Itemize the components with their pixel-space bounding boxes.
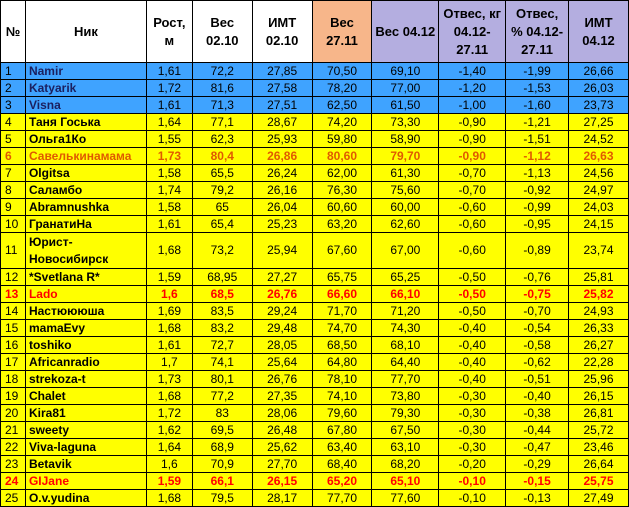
cell-loss-kg: -0,60 — [439, 233, 506, 269]
cell-height: 1,68 — [146, 490, 192, 507]
cell-weight-0210: 70,9 — [192, 456, 252, 473]
cell-height: 1,59 — [146, 473, 192, 490]
cell-height: 1,73 — [146, 148, 192, 165]
cell-bmi-0412: 24,93 — [569, 303, 629, 320]
cell-loss-kg: -1,40 — [439, 63, 506, 80]
cell-weight-0412: 62,60 — [372, 216, 439, 233]
cell-bmi-0210: 28,17 — [252, 490, 312, 507]
cell-nick: Katyarik — [25, 80, 146, 97]
cell-loss-pct: -0,76 — [506, 269, 569, 286]
cell-height: 1,58 — [146, 165, 192, 182]
cell-loss-pct: -0,13 — [506, 490, 569, 507]
header-row — [1, 1, 629, 63]
cell-bmi-0412: 26,27 — [569, 337, 629, 354]
cell-loss-kg: -1,00 — [439, 97, 506, 114]
table-row — [1, 63, 629, 80]
table-row — [1, 473, 629, 490]
cell-height: 1,72 — [146, 405, 192, 422]
cell-weight-0210: 62,3 — [192, 131, 252, 148]
cell-num: 10 — [1, 216, 26, 233]
cell-weight-2711: 62,00 — [312, 165, 372, 182]
cell-weight-0210: 65 — [192, 199, 252, 216]
header-bmi-0210: ИМТ 02.10 — [252, 1, 312, 63]
cell-bmi-0412: 26,15 — [569, 388, 629, 405]
cell-weight-2711: 62,50 — [312, 97, 372, 114]
cell-weight-0412: 71,20 — [372, 303, 439, 320]
cell-weight-2711: 78,10 — [312, 371, 372, 388]
cell-height: 1,68 — [146, 233, 192, 269]
table-row — [1, 405, 629, 422]
cell-bmi-0210: 25,64 — [252, 354, 312, 371]
cell-bmi-0210: 25,62 — [252, 439, 312, 456]
cell-loss-pct: -0,99 — [506, 199, 569, 216]
cell-loss-pct: -0,51 — [506, 371, 569, 388]
cell-bmi-0412: 26,63 — [569, 148, 629, 165]
cell-weight-2711: 74,70 — [312, 320, 372, 337]
cell-weight-0412: 61,50 — [372, 97, 439, 114]
cell-nick: Kira81 — [25, 405, 146, 422]
cell-bmi-0210: 29,24 — [252, 303, 312, 320]
cell-loss-kg: -0,70 — [439, 182, 506, 199]
cell-bmi-0210: 25,93 — [252, 131, 312, 148]
cell-bmi-0412: 24,56 — [569, 165, 629, 182]
cell-num: 24 — [1, 473, 26, 490]
table-row — [1, 354, 629, 371]
header-nick: Ник — [25, 1, 146, 63]
cell-weight-0210: 65,5 — [192, 165, 252, 182]
cell-num: 9 — [1, 199, 26, 216]
cell-loss-kg: -0,60 — [439, 199, 506, 216]
cell-weight-0412: 64,40 — [372, 354, 439, 371]
cell-weight-2711: 68,50 — [312, 337, 372, 354]
table-row — [1, 303, 629, 320]
cell-bmi-0412: 27,25 — [569, 114, 629, 131]
cell-weight-0412: 79,30 — [372, 405, 439, 422]
cell-height: 1,69 — [146, 303, 192, 320]
cell-weight-0210: 68,95 — [192, 269, 252, 286]
cell-nick: Namir — [25, 63, 146, 80]
cell-bmi-0210: 26,15 — [252, 473, 312, 490]
cell-weight-0210: 69,5 — [192, 422, 252, 439]
cell-nick: Саламбо — [25, 182, 146, 199]
cell-weight-0210: 79,5 — [192, 490, 252, 507]
cell-weight-0210: 80,1 — [192, 371, 252, 388]
cell-weight-2711: 67,80 — [312, 422, 372, 439]
cell-weight-0412: 77,70 — [372, 371, 439, 388]
cell-bmi-0210: 27,58 — [252, 80, 312, 97]
cell-weight-0412: 77,00 — [372, 80, 439, 97]
cell-weight-0412: 68,20 — [372, 456, 439, 473]
cell-height: 1,74 — [146, 182, 192, 199]
cell-nick: Africanradio — [25, 354, 146, 371]
cell-weight-2711: 68,40 — [312, 456, 372, 473]
cell-weight-2711: 78,20 — [312, 80, 372, 97]
cell-weight-0412: 77,60 — [372, 490, 439, 507]
cell-bmi-0210: 26,16 — [252, 182, 312, 199]
cell-loss-pct: -1,99 — [506, 63, 569, 80]
cell-weight-0210: 66,1 — [192, 473, 252, 490]
table-row — [1, 422, 629, 439]
cell-bmi-0412: 23,73 — [569, 97, 629, 114]
cell-bmi-0412: 22,28 — [569, 354, 629, 371]
cell-bmi-0210: 25,23 — [252, 216, 312, 233]
cell-loss-kg: -0,10 — [439, 490, 506, 507]
cell-weight-0210: 72,2 — [192, 63, 252, 80]
cell-num: 6 — [1, 148, 26, 165]
cell-num: 14 — [1, 303, 26, 320]
cell-weight-0412: 65,10 — [372, 473, 439, 490]
cell-num: 22 — [1, 439, 26, 456]
table-row — [1, 269, 629, 286]
cell-weight-0210: 81,6 — [192, 80, 252, 97]
header-weight-2711: Вес 27.11 — [312, 1, 372, 63]
cell-loss-pct: -0,54 — [506, 320, 569, 337]
cell-loss-pct: -1,12 — [506, 148, 569, 165]
cell-weight-0210: 73,2 — [192, 233, 252, 269]
cell-weight-2711: 64,80 — [312, 354, 372, 371]
cell-bmi-0210: 26,86 — [252, 148, 312, 165]
cell-loss-pct: -1,21 — [506, 114, 569, 131]
table-row — [1, 165, 629, 182]
table-row — [1, 456, 629, 473]
header-height: Рост, м — [146, 1, 192, 63]
header-loss-pct: Отвес, % 04.12-27.11 — [506, 1, 569, 63]
cell-weight-2711: 71,70 — [312, 303, 372, 320]
cell-bmi-0210: 26,24 — [252, 165, 312, 182]
cell-nick: Ольга1Ко — [25, 131, 146, 148]
cell-loss-kg: -1,20 — [439, 80, 506, 97]
cell-weight-0412: 58,90 — [372, 131, 439, 148]
cell-loss-kg: -0,90 — [439, 148, 506, 165]
cell-loss-pct: -0,44 — [506, 422, 569, 439]
cell-bmi-0412: 24,15 — [569, 216, 629, 233]
cell-num: 4 — [1, 114, 26, 131]
cell-num: 20 — [1, 405, 26, 422]
cell-loss-pct: -1,53 — [506, 80, 569, 97]
cell-weight-0210: 65,4 — [192, 216, 252, 233]
cell-bmi-0412: 23,74 — [569, 233, 629, 269]
cell-bmi-0210: 25,94 — [252, 233, 312, 269]
cell-loss-pct: -0,62 — [506, 354, 569, 371]
cell-loss-kg: -0,30 — [439, 405, 506, 422]
cell-nick: Viva-laguna — [25, 439, 146, 456]
cell-bmi-0412: 26,66 — [569, 63, 629, 80]
cell-num: 2 — [1, 80, 26, 97]
table-row — [1, 337, 629, 354]
header-loss-kg: Отвес, кг 04.12-27.11 — [439, 1, 506, 63]
table-row — [1, 114, 629, 131]
cell-nick: *Svetlana R* — [25, 269, 146, 286]
cell-bmi-0412: 25,72 — [569, 422, 629, 439]
table-row — [1, 439, 629, 456]
cell-nick: Olgitsa — [25, 165, 146, 182]
cell-bmi-0210: 28,06 — [252, 405, 312, 422]
cell-weight-2711: 76,30 — [312, 182, 372, 199]
cell-bmi-0210: 29,48 — [252, 320, 312, 337]
cell-weight-2711: 74,20 — [312, 114, 372, 131]
cell-weight-2711: 65,20 — [312, 473, 372, 490]
cell-loss-pct: -1,60 — [506, 97, 569, 114]
cell-bmi-0412: 25,81 — [569, 269, 629, 286]
cell-height: 1,64 — [146, 439, 192, 456]
header-bmi-0412: ИМТ 04.12 — [569, 1, 629, 63]
cell-loss-pct: -0,29 — [506, 456, 569, 473]
cell-weight-0412: 60,00 — [372, 199, 439, 216]
cell-weight-2711: 59,80 — [312, 131, 372, 148]
cell-weight-2711: 79,60 — [312, 405, 372, 422]
cell-num: 12 — [1, 269, 26, 286]
cell-loss-pct: -1,51 — [506, 131, 569, 148]
cell-height: 1,64 — [146, 114, 192, 131]
cell-num: 17 — [1, 354, 26, 371]
cell-nick: mamaEvy — [25, 320, 146, 337]
cell-bmi-0412: 25,75 — [569, 473, 629, 490]
cell-weight-2711: 63,20 — [312, 216, 372, 233]
cell-weight-0412: 68,10 — [372, 337, 439, 354]
cell-weight-2711: 80,60 — [312, 148, 372, 165]
table-row — [1, 199, 629, 216]
cell-loss-pct: -0,92 — [506, 182, 569, 199]
cell-nick: sweety — [25, 422, 146, 439]
cell-weight-2711: 74,10 — [312, 388, 372, 405]
cell-nick: Lado — [25, 286, 146, 303]
table-row — [1, 371, 629, 388]
cell-nick: Юрист-Новосибирск — [25, 233, 146, 269]
table-row — [1, 490, 629, 507]
header-num: № — [1, 1, 26, 63]
cell-bmi-0210: 27,70 — [252, 456, 312, 473]
cell-bmi-0210: 26,76 — [252, 371, 312, 388]
cell-nick: strekoza-t — [25, 371, 146, 388]
cell-weight-0210: 74,1 — [192, 354, 252, 371]
cell-bmi-0210: 28,67 — [252, 114, 312, 131]
cell-loss-kg: -0,70 — [439, 165, 506, 182]
cell-num: 3 — [1, 97, 26, 114]
cell-nick: Betavik — [25, 456, 146, 473]
cell-nick: Настюююша — [25, 303, 146, 320]
cell-loss-kg: -0,30 — [439, 422, 506, 439]
cell-weight-2711: 70,50 — [312, 63, 372, 80]
cell-loss-pct: -0,75 — [506, 286, 569, 303]
cell-num: 16 — [1, 337, 26, 354]
cell-loss-pct: -0,89 — [506, 233, 569, 269]
table-row — [1, 320, 629, 337]
table-row — [1, 80, 629, 97]
cell-weight-0412: 63,10 — [372, 439, 439, 456]
table-row — [1, 286, 629, 303]
cell-loss-pct: -0,47 — [506, 439, 569, 456]
cell-loss-kg: -0,40 — [439, 320, 506, 337]
cell-bmi-0210: 26,76 — [252, 286, 312, 303]
cell-weight-0210: 80,4 — [192, 148, 252, 165]
header-weight-0412: Вес 04.12 — [372, 1, 439, 63]
cell-weight-0210: 83 — [192, 405, 252, 422]
cell-num: 18 — [1, 371, 26, 388]
cell-weight-2711: 65,75 — [312, 269, 372, 286]
cell-weight-0210: 68,5 — [192, 286, 252, 303]
cell-weight-2711: 66,60 — [312, 286, 372, 303]
cell-bmi-0210: 28,05 — [252, 337, 312, 354]
cell-nick: GIJane — [25, 473, 146, 490]
cell-nick: Савелькинамама — [25, 148, 146, 165]
cell-weight-0210: 83,5 — [192, 303, 252, 320]
cell-height: 1,61 — [146, 63, 192, 80]
cell-bmi-0210: 26,04 — [252, 199, 312, 216]
cell-loss-pct: -0,40 — [506, 388, 569, 405]
cell-loss-kg: -0,40 — [439, 337, 506, 354]
cell-num: 5 — [1, 131, 26, 148]
cell-loss-kg: -0,20 — [439, 456, 506, 473]
cell-bmi-0412: 26,03 — [569, 80, 629, 97]
cell-height: 1,73 — [146, 371, 192, 388]
cell-num: 13 — [1, 286, 26, 303]
cell-weight-0412: 73,30 — [372, 114, 439, 131]
cell-loss-kg: -0,50 — [439, 303, 506, 320]
cell-weight-0412: 69,10 — [372, 63, 439, 80]
cell-weight-0210: 79,2 — [192, 182, 252, 199]
header-weight-0210: Вес 02.10 — [192, 1, 252, 63]
cell-bmi-0412: 24,52 — [569, 131, 629, 148]
cell-loss-kg: -0,90 — [439, 131, 506, 148]
cell-num: 8 — [1, 182, 26, 199]
cell-height: 1,58 — [146, 199, 192, 216]
cell-loss-kg: -0,40 — [439, 371, 506, 388]
cell-num: 23 — [1, 456, 26, 473]
cell-loss-pct: -0,95 — [506, 216, 569, 233]
table-row — [1, 131, 629, 148]
cell-loss-pct: -0,15 — [506, 473, 569, 490]
cell-nick: Abramnushka — [25, 199, 146, 216]
cell-weight-0412: 67,00 — [372, 233, 439, 269]
cell-height: 1,55 — [146, 131, 192, 148]
cell-weight-0412: 65,25 — [372, 269, 439, 286]
cell-num: 7 — [1, 165, 26, 182]
cell-num: 11 — [1, 233, 26, 269]
cell-weight-0412: 66,10 — [372, 286, 439, 303]
cell-weight-2711: 60,60 — [312, 199, 372, 216]
cell-bmi-0412: 24,03 — [569, 199, 629, 216]
cell-bmi-0210: 27,27 — [252, 269, 312, 286]
cell-height: 1,61 — [146, 97, 192, 114]
cell-height: 1,61 — [146, 337, 192, 354]
cell-loss-kg: -0,90 — [439, 114, 506, 131]
cell-bmi-0412: 23,46 — [569, 439, 629, 456]
cell-bmi-0210: 26,48 — [252, 422, 312, 439]
cell-weight-0210: 68,9 — [192, 439, 252, 456]
cell-weight-0210: 77,1 — [192, 114, 252, 131]
table-row — [1, 388, 629, 405]
cell-num: 21 — [1, 422, 26, 439]
cell-weight-0210: 77,2 — [192, 388, 252, 405]
cell-loss-kg: -0,30 — [439, 388, 506, 405]
cell-bmi-0412: 26,33 — [569, 320, 629, 337]
cell-weight-0412: 61,30 — [372, 165, 439, 182]
cell-nick: O.v.yudina — [25, 490, 146, 507]
cell-loss-kg: -0,10 — [439, 473, 506, 490]
cell-loss-kg: -0,30 — [439, 439, 506, 456]
cell-height: 1,72 — [146, 80, 192, 97]
table-row — [1, 148, 629, 165]
cell-bmi-0210: 27,35 — [252, 388, 312, 405]
cell-weight-0210: 71,3 — [192, 97, 252, 114]
cell-loss-pct: -0,70 — [506, 303, 569, 320]
cell-weight-0412: 73,80 — [372, 388, 439, 405]
cell-weight-2711: 63,40 — [312, 439, 372, 456]
cell-nick: Таня Госька — [25, 114, 146, 131]
cell-loss-pct: -0,38 — [506, 405, 569, 422]
cell-height: 1,68 — [146, 388, 192, 405]
cell-height: 1,59 — [146, 269, 192, 286]
cell-height: 1,61 — [146, 216, 192, 233]
table-row — [1, 233, 629, 269]
cell-num: 1 — [1, 63, 26, 80]
cell-bmi-0412: 25,82 — [569, 286, 629, 303]
cell-num: 19 — [1, 388, 26, 405]
cell-height: 1,68 — [146, 320, 192, 337]
cell-nick: toshiko — [25, 337, 146, 354]
cell-loss-kg: -0,40 — [439, 354, 506, 371]
cell-weight-0210: 83,2 — [192, 320, 252, 337]
cell-bmi-0412: 26,64 — [569, 456, 629, 473]
cell-weight-0210: 72,7 — [192, 337, 252, 354]
cell-loss-pct: -0,58 — [506, 337, 569, 354]
cell-loss-pct: -1,13 — [506, 165, 569, 182]
cell-bmi-0412: 25,96 — [569, 371, 629, 388]
table-body — [1, 63, 629, 507]
cell-bmi-0412: 27,49 — [569, 490, 629, 507]
cell-num: 15 — [1, 320, 26, 337]
cell-num: 25 — [1, 490, 26, 507]
cell-height: 1,6 — [146, 456, 192, 473]
cell-bmi-0412: 26,81 — [569, 405, 629, 422]
cell-weight-0412: 75,60 — [372, 182, 439, 199]
cell-nick: ГранатиНа — [25, 216, 146, 233]
cell-nick: Chalet — [25, 388, 146, 405]
table-row — [1, 216, 629, 233]
cell-loss-kg: -0,50 — [439, 269, 506, 286]
cell-height: 1,7 — [146, 354, 192, 371]
table-row — [1, 182, 629, 199]
cell-bmi-0210: 27,51 — [252, 97, 312, 114]
cell-height: 1,6 — [146, 286, 192, 303]
cell-height: 1,62 — [146, 422, 192, 439]
cell-bmi-0412: 24,97 — [569, 182, 629, 199]
cell-weight-0412: 79,70 — [372, 148, 439, 165]
cell-weight-2711: 67,60 — [312, 233, 372, 269]
cell-loss-kg: -0,60 — [439, 216, 506, 233]
table-row — [1, 97, 629, 114]
cell-bmi-0210: 27,85 — [252, 63, 312, 80]
cell-weight-0412: 67,50 — [372, 422, 439, 439]
cell-loss-kg: -0,50 — [439, 286, 506, 303]
cell-nick: Visna — [25, 97, 146, 114]
cell-weight-0412: 74,30 — [372, 320, 439, 337]
cell-weight-2711: 77,70 — [312, 490, 372, 507]
